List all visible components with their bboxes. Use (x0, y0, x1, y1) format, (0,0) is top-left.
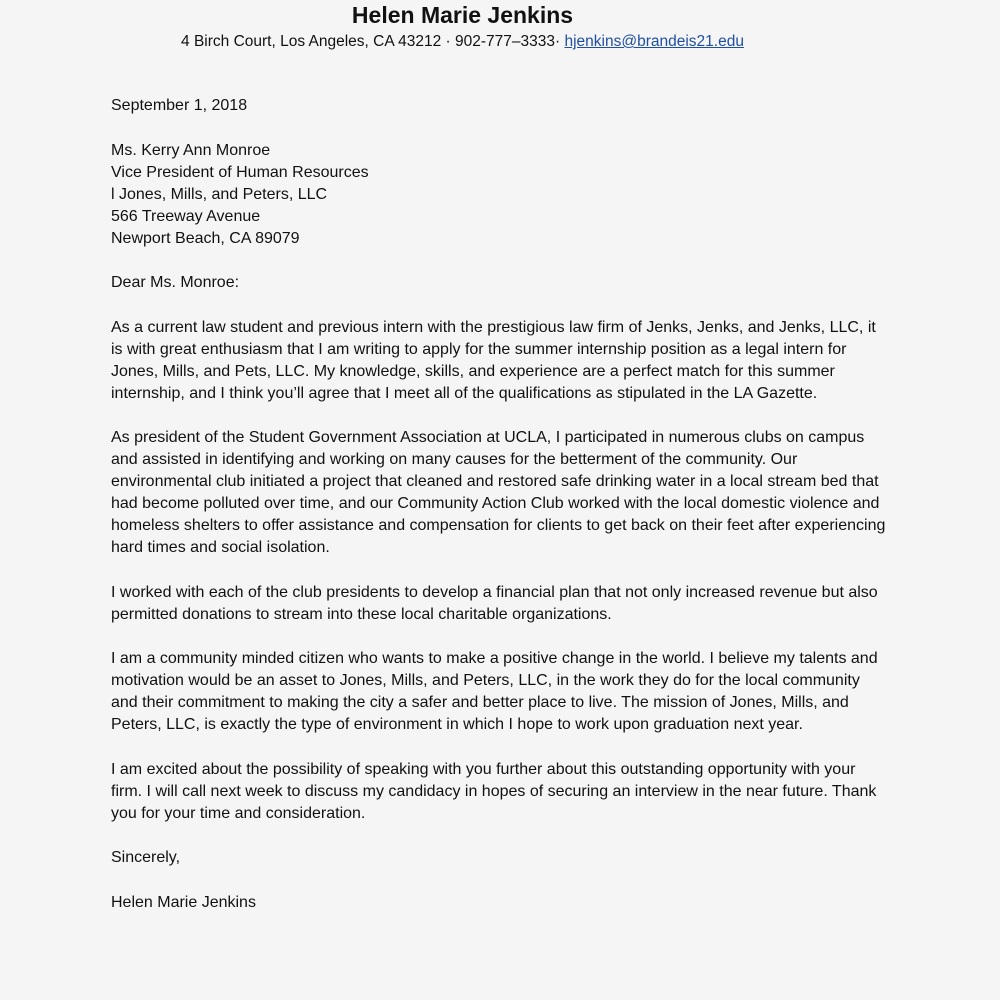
salutation: Dear Ms. Monroe: (111, 274, 240, 291)
signature: Helen Marie Jenkins (111, 893, 256, 911)
body-paragraph: As a current law student and previous intern with the prestigious law firm of Jenks, Jenks, and Jenks, LLC, it is with great enthusiasm that I am writing to apply for the summer internship position as a legal intern for Jones, Mills, and Pets, LLC. My knowledge, skills, and experience are a perfect match for this summer internship, and I think you’ll agree that I meet all of the qualifications as stipulated in the LA Gazette. (111, 318, 876, 402)
body-paragraph: I worked with each of the club presidents to develop a financial plan that not only increased revenue but also permitted donations to stream into these local charitable organizations. (111, 583, 878, 623)
recipient-company: l Jones, Mills, and Peters, LLC (111, 185, 328, 203)
letter-date: September 1, 2018 (111, 97, 248, 114)
body-paragraph: I am excited about the possibility of speaking with you further about this outstanding opportunity with your firm. I will call next week to discuss my candidacy in hopes of securing an interview in the near future. Thank you for your time and consideration. (111, 760, 877, 822)
recipient-address (111, 140, 886, 250)
recipient-street: 566 Treeway Avenue (111, 207, 261, 225)
recipient-title: Vice President of Human Resources (111, 163, 369, 181)
body-paragraph: As president of the Student Government Association at UCLA, I participated in numerous clubs on campus and assisted in identifying and working on many causes for the betterment of the community. Our environmental club initiated a project that cleaned and restored safe drinking water in a local stream bed that had become polluted over time, and our Community Action Club worked with the local domestic violence and homeless shelters to offer assistance and compensation for clients to get back on their feet after experiencing hard times and social isolation. (111, 429, 886, 556)
letterhead (0, 0, 925, 53)
sender-email-link[interactable]: hjenkins@brandeis21.edu (564, 33, 744, 50)
recipient-city: Newport Beach, CA 89079 (111, 229, 300, 247)
sender-name: Helen Marie Jenkins (351, 2, 574, 28)
body-paragraph: I am a community minded citizen who wants to make a positive change in the world. I believe my talents and motivation would be an asset to Jones, Mills, and Peters, LLC, in the work they do for the local community and their commitment to making the city a safer and better place to live. The mission of Jones, Mills, and Peters, LLC, is exactly the type of environment in which I hope to work upon graduation next year. (111, 650, 878, 733)
closing: Sincerely, (111, 849, 181, 866)
recipient-name: Ms. Kerry Ann Monroe (111, 141, 271, 159)
sender-contact-line: 4 Birch Court, Los Angeles, CA 43212 · 902-777–3333· (181, 33, 565, 50)
sender-contact (0, 31, 925, 53)
letter-body (111, 95, 886, 936)
